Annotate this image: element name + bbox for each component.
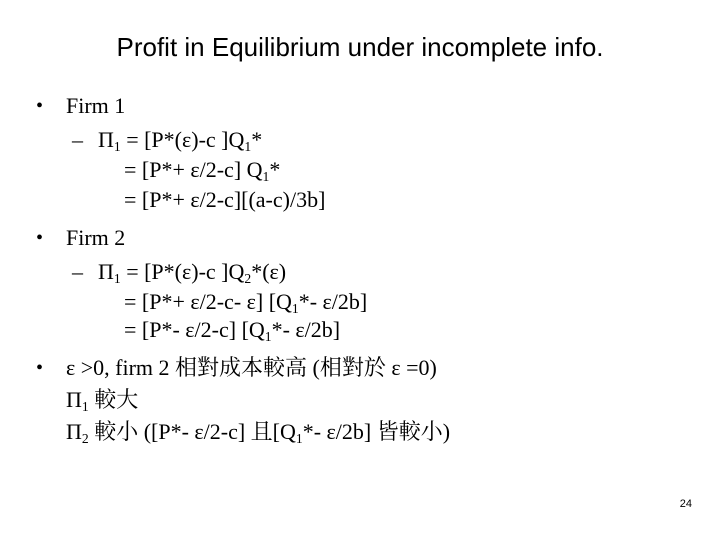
- dash-marker: –: [72, 127, 83, 152]
- eq2-tail: *- ε/2b]: [298, 289, 368, 314]
- pi-symbol: Π: [98, 259, 114, 284]
- eq1-rhs: = [P*(ε)-c ]Q: [120, 259, 245, 284]
- q-subscript: 1: [264, 329, 272, 345]
- firm1-equation-2: [124, 156, 280, 184]
- bullet-marker: •: [36, 95, 44, 117]
- pi-symbol: Π: [98, 127, 114, 152]
- eq2-text: = [P*+ ε/2-c- ε] [Q: [124, 289, 292, 314]
- q-subscript: 1: [262, 169, 270, 185]
- pi-symbol: Π: [66, 419, 82, 444]
- eq3-tail: *- ε/2b]: [271, 317, 341, 342]
- firm1-eq1-content: [98, 126, 262, 154]
- conclusion-line-2-text: 較大: [88, 387, 139, 412]
- conclusion-line-3-tail: *- ε/2b] 皆較小): [302, 419, 451, 444]
- firm2-equation-2: [124, 288, 367, 316]
- firm2-eq1-content: [98, 258, 286, 286]
- eq3-text: = [P*- ε/2-c] [Q: [124, 317, 265, 342]
- firm2-heading: Firm 2: [66, 225, 126, 250]
- eq3-text: = [P*+ ε/2-c][(a-c)/3b]: [124, 187, 326, 212]
- q-subscript: 1: [295, 431, 303, 447]
- firm1-equation-3: [124, 186, 325, 214]
- eq2-text: = [P*+ ε/2-c] Q: [124, 157, 263, 182]
- pi-subscript: 2: [81, 431, 89, 447]
- page-number: 24: [679, 498, 692, 510]
- eq1-rhs-tail: *(ε): [251, 259, 287, 284]
- pi-symbol: Π: [66, 387, 82, 412]
- eq1-rhs-tail: *: [251, 127, 263, 152]
- firm1-heading: Firm 1: [66, 93, 126, 118]
- conclusion-line-3: [66, 418, 450, 446]
- eq1-rhs: = [P*(ε)-c ]Q: [120, 127, 245, 152]
- bullet-marker: •: [36, 227, 44, 249]
- slide-title: Profit in Equilibrium under incomplete info.: [116, 32, 604, 62]
- pi-subscript: 1: [81, 399, 89, 415]
- pi-subscript: 1: [113, 271, 121, 287]
- q-subscript: 1: [291, 301, 299, 317]
- conclusion-line-1: ε >0, firm 2 相對成本較高 (相對於 ε =0): [66, 355, 437, 380]
- q-subscript: 1: [244, 139, 252, 155]
- bullet-marker: •: [36, 357, 44, 379]
- firm2-equation-3: [124, 316, 340, 344]
- conclusion-line-3-text: 較小 ([P*- ε/2-c] 且[Q: [88, 419, 296, 444]
- conclusion-line-2: [66, 386, 138, 414]
- pi-subscript: 1: [113, 139, 121, 155]
- eq2-tail: *: [269, 157, 281, 182]
- q-subscript: 2: [244, 271, 252, 287]
- dash-marker: –: [72, 259, 83, 284]
